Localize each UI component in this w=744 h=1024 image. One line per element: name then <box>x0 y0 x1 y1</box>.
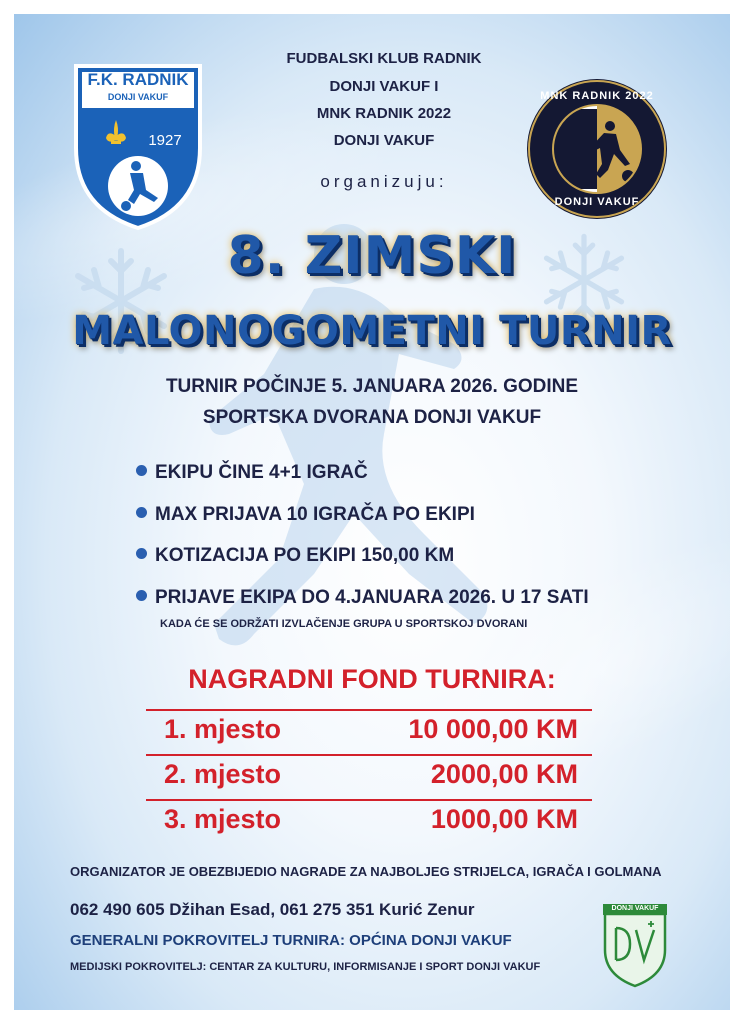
bullet-icon <box>136 548 147 559</box>
rule-item <box>136 504 475 526</box>
rule-item <box>136 462 368 484</box>
coat-of-arms-icon <box>600 900 670 988</box>
rule-note: KADA ĆE SE ODRŽATI IZVLAČENJE GRUPA U SPORTSKOJ DVORANI <box>160 618 528 630</box>
organizer-line: FUDBALSKI KLUB RADNIK <box>286 50 482 67</box>
rule-text: PRIJAVE EKIPA DO 4.JANUARA 2026. U 17 SATI <box>155 587 589 608</box>
prize-amount: 2000,00 KM <box>430 759 578 789</box>
prize-amount: 1000,00 KM <box>430 804 578 834</box>
tournament-title-number: 8. ZIMSKI <box>227 226 517 286</box>
logo-club-city: DONJI VAKUF <box>107 92 169 102</box>
badge-club-city: DONJI VAKUF <box>554 196 640 208</box>
logo-club-name: F.K. RADNIK <box>87 70 189 89</box>
rule-item <box>136 587 589 609</box>
awards-text: ORGANIZATOR JE OBEZBIJEDIO NAGRADE ZA NAJBOLJEG STRIJELCA, IGRAČA I GOLMANA <box>70 864 662 879</box>
rule-text: KOTIZACIJA PO EKIPI 150,00 KM <box>155 545 455 566</box>
general-sponsor: GENERALNI POKROVITELJ TURNIRA: OPĆINA DONJI VAKUF <box>70 932 512 949</box>
bullet-icon <box>136 465 147 476</box>
badge-club-name: MNK RADNIK 2022 <box>540 90 654 102</box>
organizer-line: DONJI VAKUF <box>333 132 435 149</box>
divider <box>146 754 592 756</box>
rule-item <box>136 545 454 567</box>
logo-year: 1927 <box>148 132 182 149</box>
contact-phones: 062 490 605 Džihan Esad, 061 275 351 Kurić Zenur <box>70 900 475 919</box>
bullet-icon <box>136 507 147 518</box>
municipal-logo-text: DONJI VAKUF <box>611 905 659 912</box>
tournament-poster <box>14 14 730 1010</box>
prize-place: 2. mjesto <box>164 759 282 789</box>
organizer-line: DONJI VAKUF I <box>329 78 439 95</box>
organizer-line: MNK RADNIK 2022 <box>316 105 452 122</box>
bullet-icon <box>136 590 147 601</box>
media-sponsor: MEDIJSKI POKROVITELJ: CENTAR ZA KULTURU, INFORMISANJE I SPORT DONJI VAKUF <box>70 961 541 973</box>
donji-vakuf-municipal-logo <box>600 900 670 988</box>
tournament-title-name: MALONOGOMETNI TURNIR <box>72 308 672 354</box>
prize-fund-heading: NAGRADNI FOND TURNIRA: <box>188 664 556 694</box>
prize-place: 3. mjesto <box>164 804 282 834</box>
rule-text: MAX PRIJAVA 10 IGRAČA PO EKIPI <box>155 504 475 525</box>
mnk-radnik-logo <box>526 78 668 220</box>
fk-radnik-logo <box>68 58 208 232</box>
organizuju-label: organizuju: <box>320 172 448 191</box>
venue-text: SPORTSKA DVORANA DONJI VAKUF <box>202 407 542 428</box>
divider <box>146 709 592 711</box>
rule-text: EKIPU ČINE 4+1 IGRAČ <box>155 462 368 483</box>
prize-place: 1. mjesto <box>164 714 282 744</box>
divider <box>146 799 592 801</box>
start-date-text: TURNIR POČINJE 5. JANUARA 2026. GODINE <box>165 376 579 397</box>
prize-amount: 10 000,00 KM <box>408 714 578 744</box>
